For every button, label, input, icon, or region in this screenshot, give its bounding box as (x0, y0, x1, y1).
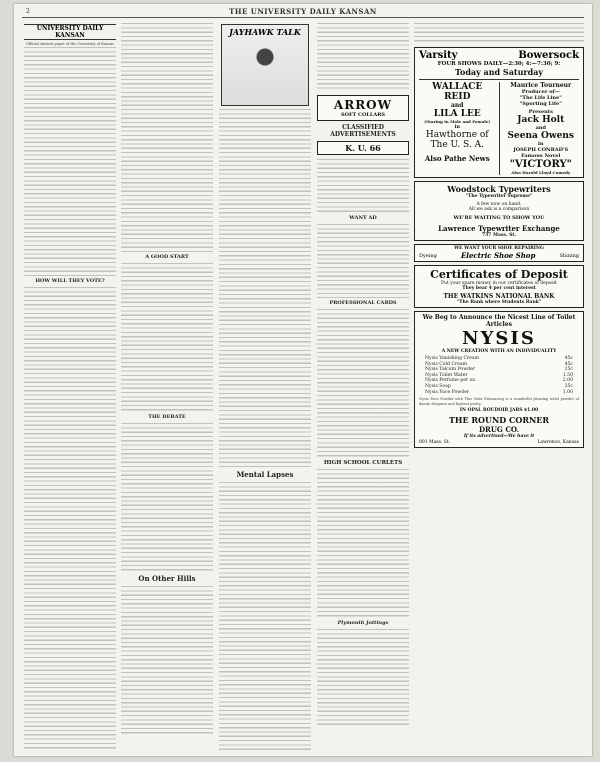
plymouth-head: Plymouth Jottings (337, 620, 389, 626)
address-left: 801 Mass. St. (419, 439, 451, 445)
nysis-item-price: 45c (564, 361, 573, 367)
nysis-item-name: Nysis Talcum Powder (425, 367, 475, 373)
article-text-6 (219, 481, 311, 750)
classified-title: CLASSIFIED ADVERTISEMENTS (330, 124, 396, 138)
masthead-subhead: Official student paper of the University of Kansas (26, 42, 114, 46)
nysis-ad (414, 311, 584, 448)
article-text-3 (121, 422, 213, 572)
article-text-7 (317, 22, 409, 92)
want-ad-text (317, 223, 409, 298)
professional-cards-text (317, 308, 409, 458)
in-text-2: in (537, 141, 544, 147)
article-text-2 (121, 262, 213, 412)
woodstock-ad (414, 181, 584, 241)
varsity-theater: Varsity (419, 50, 458, 61)
round-corner-2: DRUG CO. (478, 424, 520, 434)
column-4 (317, 22, 409, 750)
nysis-item-name: Nysis Toilet Water (425, 372, 468, 378)
newspaper-page (14, 4, 592, 756)
article-text-5 (219, 108, 311, 468)
woodstock-sub: "The Typewriter Supreme" (465, 194, 533, 199)
article-text-1 (121, 22, 213, 252)
dyeing: Dyeing (419, 252, 437, 259)
conrad: JOSEPH CONRAD'S (513, 147, 569, 153)
cd-interest: They bear 4 per cent interest (462, 286, 536, 291)
running-header (14, 7, 592, 17)
tourneur-3: "The Life Line" (519, 95, 562, 101)
editorial-headline: HOW WILL THEY VOTE? (35, 278, 105, 285)
headline-debate: THE DEBATE (148, 414, 186, 420)
nysis-item-price: 45c (564, 356, 573, 361)
woodstock-all: All we ask is a comparison (468, 207, 530, 212)
column-2 (121, 22, 213, 750)
address-right: Lawrence, Kansas (537, 439, 579, 445)
round-corner-3: If its advertised—We have it (463, 433, 535, 439)
editorial-text (24, 286, 116, 750)
article-text-4 (121, 585, 213, 735)
staff-listing-text (24, 46, 116, 276)
column-5-ads (414, 22, 584, 750)
nysis-item-name: Nysis Vanishing Cream (425, 356, 479, 361)
cd-title: Certificates of Deposit (430, 268, 568, 281)
and-text: and (451, 102, 464, 109)
nysis-jars: IN OPAL BOUDOIR JARS $1.00 (459, 407, 539, 413)
nysis-item-name: Nysis Soap (425, 383, 451, 389)
header-rule (22, 17, 584, 18)
woodstock-new: A few now on hand. (476, 202, 522, 207)
paper-name: THE UNIVERSITY DAILY KANSAN (229, 7, 377, 16)
cartoon-title: JAYHAWK TALK (229, 27, 301, 37)
today-saturday: Today and Saturday (454, 67, 544, 77)
nysis-note: Nysis Face Powder with This Odor Entrancing is a wonderful pleasing toilet powder of dainty elegance and highest purity. (419, 397, 579, 406)
nysis-creation: A NEW CREATION WITH AN INDIVIDUALITY (441, 349, 557, 354)
arrow-brand: ARROW (333, 98, 393, 112)
theater-ad (414, 47, 584, 178)
actor-owens: Seena Owens (507, 131, 574, 141)
exchange-address: 737 Mass. St. (482, 233, 516, 238)
professional-cards-head: PROFESSIONAL CARDS (329, 300, 397, 306)
nysis-item-name: Nysis Perfume per oz. (425, 378, 477, 384)
ad-text-top (414, 22, 584, 44)
actor-holt: Jack Holt (517, 115, 565, 125)
classified-text (317, 158, 409, 213)
column-1 (24, 22, 116, 750)
presents: Presents (528, 109, 553, 115)
lloyd-comedy: Also Harold Lloyd Comedy (511, 170, 571, 175)
want-ad-head: WANT AD (349, 215, 377, 221)
in-text: in (454, 124, 461, 130)
bank-ad (414, 265, 584, 308)
famous-novel: Famous Novel (521, 153, 561, 159)
nysis-item-price: 2.00 (562, 378, 573, 384)
shoe-head: WE WANT YOUR SHOE REPAIRING (454, 246, 544, 251)
shining: Shining (559, 252, 579, 259)
nysis-item-name: Nysis Face Powder (425, 389, 470, 395)
actor-lee: LILA LEE (433, 109, 481, 119)
film-title-2: The U. S. A. (430, 140, 484, 150)
exchange-name: Lawrence Typewriter Exchange (438, 224, 560, 233)
high-school-curlets-head: HIGH SCHOOL CURLETS (323, 460, 403, 466)
plymouth-text (317, 628, 409, 728)
column-3 (219, 22, 311, 750)
nysis-item-price: 25c (564, 383, 573, 389)
nysis-item-price: 25c (564, 367, 573, 373)
bank-name: THE WATKINS NATIONAL BANK (443, 293, 555, 300)
varsity-listing (419, 82, 500, 175)
starring-note: (Staring in Male and Female) (424, 119, 491, 124)
curlets-text (317, 468, 409, 618)
nysis-title: NYSIS (462, 328, 536, 349)
shoe-shop-ad (414, 244, 584, 262)
pathe-news: Also Pathe News (424, 154, 490, 163)
arrow-collar-ad (317, 95, 409, 121)
bowersock-theater: Bowersock (518, 50, 579, 61)
headline-other-hills: On Other Hills (138, 574, 196, 583)
shoe-shop-name: Electric Shoe Shop (460, 251, 536, 260)
and-text-2: and (535, 125, 546, 131)
woodstock-title: Woodstock Typewriters (447, 184, 551, 194)
victory-title: "VICTORY" (509, 159, 572, 170)
arrow-subtitle: SOFT COLLARS (341, 112, 385, 118)
cd-sub: Put your spare money in our certificates of deposit (441, 281, 557, 286)
masthead: UNIVERSITY DAILY KANSAN (24, 24, 116, 40)
headline-good-start: A GOOD START (145, 254, 189, 260)
bowersock-listing (500, 82, 580, 175)
headline-mental-lapses: Mental Lapses (236, 470, 294, 479)
show-times: FOUR SHOWS DAILY—2:30; 4:—7:30; 9: (437, 61, 561, 67)
nysis-price-list (425, 356, 573, 395)
tourneur-2: Producer of— (521, 89, 560, 95)
bank-slogan: "The Bank where Students Bank" (456, 300, 542, 305)
nysis-item-price: 1.00 (562, 389, 573, 395)
round-corner-1: THE ROUND CORNER (448, 414, 550, 425)
nysis-price-row (425, 390, 573, 396)
nysis-item-price: 1.50 (562, 372, 573, 378)
page-number: 2 (26, 8, 30, 15)
tourneur-1: Maurice Tourneur (510, 82, 572, 89)
nysis-item-name: Nysis Cold Cream (425, 361, 467, 367)
nysis-intro: We Beg to Announce the Nicest Line of Toilet Articles (422, 314, 576, 328)
jayhawk-cartoon (221, 24, 309, 106)
film-title-1: Hawthorne of (425, 130, 489, 140)
tourneur-4: "Sporting Life" (519, 101, 562, 107)
actor-reid: WALLACE REID (432, 82, 483, 102)
classified-phone: K. U. 66 (317, 141, 409, 155)
woodstock-wait: WE'RE WAITING TO SHOW YOU (453, 215, 545, 221)
